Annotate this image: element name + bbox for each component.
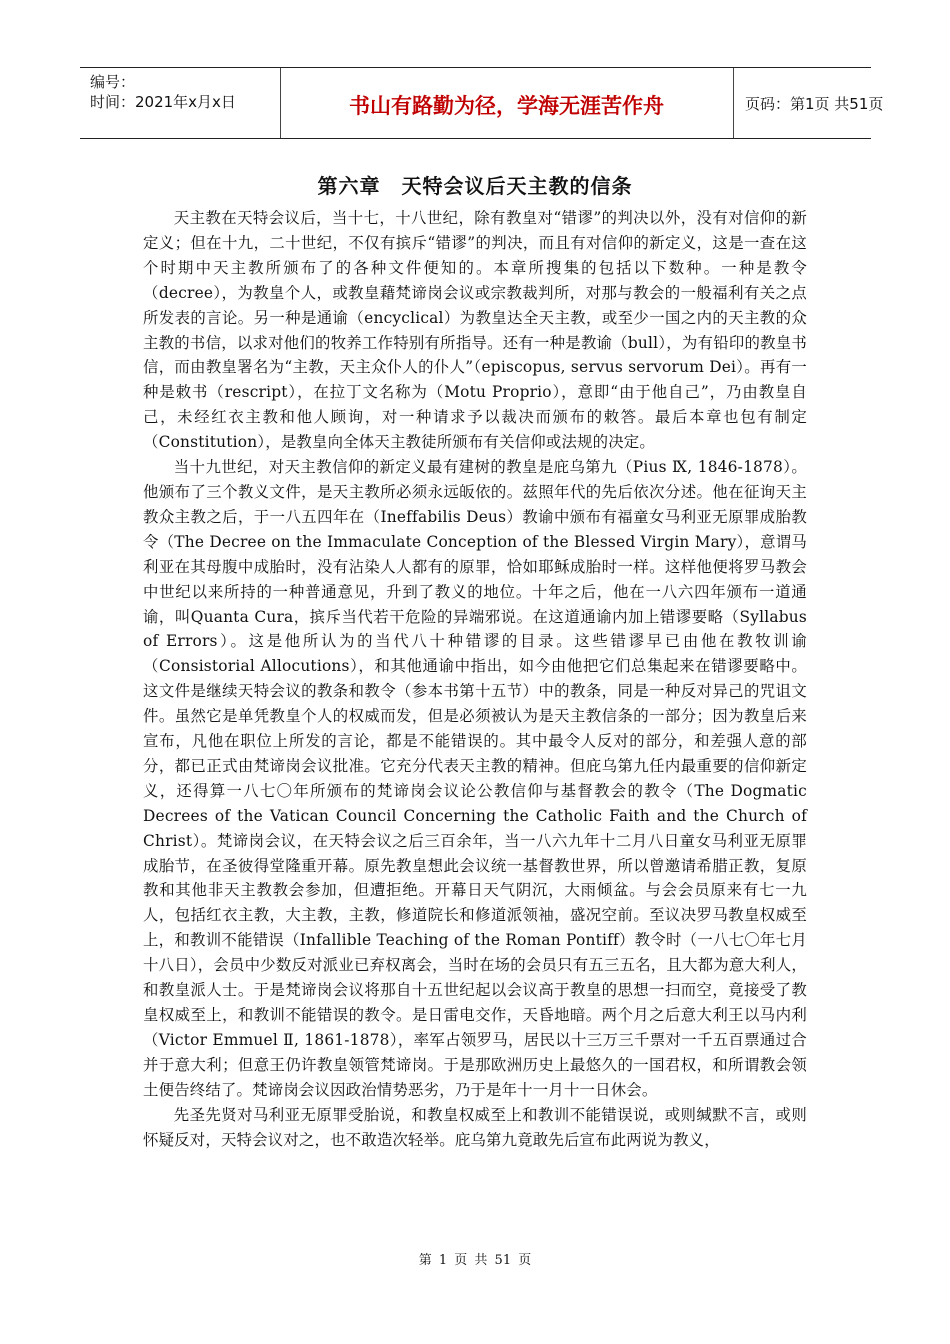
paragraph-2: 当十九世纪，对天主教信仰的新定义最有建树的教皇是庇乌第九（Pius Ⅸ, 1846-1878）。他颁布了三个教义文件，是天主教所必须永远皈依的。兹照年代的先后依次分述。他在征询天主教众主教之后，于一八五四年在（Ineffabilis Deus）教谕中颁布有福童女马利亚无原罪成胎教令（The Decree on the Immaculate Conception of the Blessed Virgin Mary），意谓马利亚在其母腹中成胎时，没有沾染人人都有的原罪，恰如耶稣成胎时一样。这样他便将罗马教会中世纪以来所持的一种普通意见，升到了教义的地位。十年之后，他在一八六四年颁布一道通谕，叫Quanta Cura，摈斥当代若干危险的异端邪说。在这道通谕内加上错谬要略（Syllabus of Errors）。这是他所认为的当代八十种错谬的目录。这些错谬早已由他在教牧训谕（Consistorial Allocutions），和其他通谕中指出，如今由他把它们总集起来在错谬要略中。这文件是继续天特会议的教条和教令（参本书第十五节）中的教条，同是一种反对异己的咒诅文件。虽然它是单凭教皇个人的权威而发，但是必须被认为是天主教信条的一部分；因为教皇后来宣布，凡他在职位上所发的言论，都是不能错误的。其中最令人反对的部分，和差强人意的部分，都已正式由梵谛岗会议批准。它充分代表天主教的精神。但庇乌第九任内最重要的信仰新定义，还得算一八七〇年所颁布的梵谛岗会议论公教信仰与基督教会的教令（The Dogmatic Decrees of the Vatican Council Concerning the Catholic Faith and the Church of Christ）。梵谛岗会议，在天特会议之后三百余年，当一八六九年十二月八日童女马利亚无原罪成胎节，在圣彼得堂隆重开幕。原先教皇想此会议统一基督教世界，所以曾邀请希腊正教，复原教和其他非天主教教会参加，但遭拒绝。开幕日天气阴沉，大雨倾盆。与会会员原来有七一九人，包括红衣主教，大主教，主教，修道院长和修道派领袖，盛况空前。至议决罗马教皇权威至上，和教训不能错误（Infallible Teaching of the Roman Pontiff）教令时（一八七〇年七月十八日），会员中少数反对派业已弃权离会，当时在场的会员只有五三五名，且大都为意大利人，和教皇派人士。于是梵谛岗会议将那自十五世纪起以会议高于教皇的思想一扫而空，竟接受了教皇权威至上，和教训不能错误的教令。是日雷电交作，天昏地暗。两个月之后意大利王以马内利（Victor Emmuel Ⅱ, 1861-1878），率军占领罗马，居民以十三万三千票对一千五百票通过合并于意大利；但意王仍许教皇领管梵谛岗。于是那欧洲历史上最悠久的一国君权，和所谓教会领土便告终结了。梵谛岗会议因政治情势恶劣，乃于是年十一月十一日休会。 xyxy=(143,458,807,1099)
header-meta-cell xyxy=(80,68,281,138)
header-table xyxy=(80,67,884,139)
chapter-title: 第六章 天特会议后天主教的信条 xyxy=(317,174,633,198)
paragraph-3: 先圣先贤对马利亚无原罪受胎说，和教皇权威至上和教训不能错误说，或则缄默不言，或则怀疑反对，天特会议对之，也不敢造次轻举。庇乌第九竟敢先后宣布此两说为教义， xyxy=(143,1105,807,1149)
document-date-label: 时间：2021年x月x日 xyxy=(90,93,236,111)
header-page-info: 页码：第1页 共51页 xyxy=(745,95,884,113)
page-footer: 第 1 页 共 51 页 xyxy=(418,1253,532,1268)
header-motto: 书山有路勤为径，学海无涯苦作舟 xyxy=(349,94,664,118)
paragraph-1: 天主教在天特会议后，当十七，十八世纪，除有教皇对“错谬”的判决以外，没有对信仰的新定义；但在十九，二十世纪，不仅有摈斥“错谬”的判决，而且有对信仰的新定义，这是一查在这个时期中天主教所颁布了的各种文件便知的。本章所搜集的包括以下数种。一种是教令（decree），为教皇个人，或教皇藉梵谛岗会议或宗教裁判所，对那与教会的一般福利有关之点所发表的言论。另一种是通谕（encyclical）为教皇达全天主教，或至少一国之内的天主教的众主教的书信，以求对他们的牧养工作特别有所指导。还有一种是教谕（bull），为有铅印的教皇书信，而由教皇署名为“主教，天主众仆人的仆人”（episcopus, servus servorum Dei）。再有一种是敕书（rescript），在拉丁文名称为（Motu Proprio），意即“由于他自己”，乃由教皇自己，未经红衣主教和他人顾询，对一种请求予以裁决而颁布的敕答。最后本章也包有制定（Constitution），是教皇向全体天主教徒所颁布有关信仰或法规的决定。 xyxy=(143,209,807,452)
document-number-label: 编号： xyxy=(90,73,136,91)
header-motto-cell xyxy=(280,68,734,138)
document-body xyxy=(143,206,807,1152)
header-page-cell xyxy=(733,68,884,138)
